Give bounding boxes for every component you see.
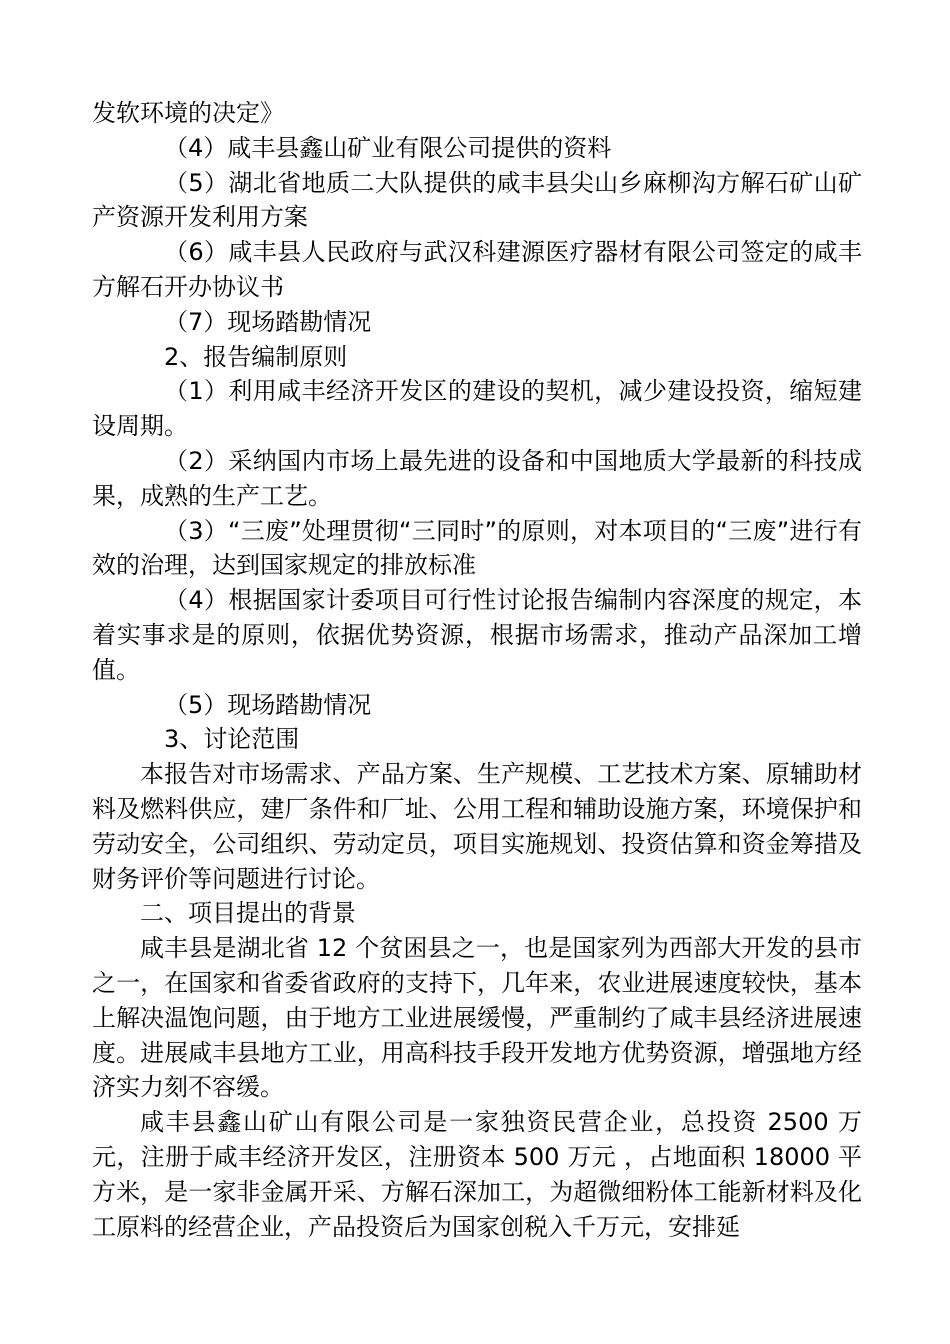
principle-item-3: （3）“三废”处理贯彻“三同时”的原则，对本项目的“三废”进行有效的治理，达到国家规定的排放标准 — [92, 516, 862, 580]
reference-item-5: （5）湖北省地质二大队提供的咸丰县尖山乡麻柳沟方解石矿山矿产资源开发利用方案 — [92, 168, 862, 232]
reference-item-4: （4）咸丰县鑫山矿业有限公司提供的资料 — [164, 133, 612, 162]
document-page — [92, 96, 862, 1244]
section-heading-principles: 2、报告编制原则 — [164, 342, 348, 371]
reference-item-7: （7）现场踏勘情况 — [164, 307, 372, 336]
principle-item-1: （1）利用咸丰经济开发区的建设的契机，减少建设投资，缩短建设周期。 — [92, 377, 862, 441]
principle-item-4: （4）根据国家计委项目可行性讨论报告编制内容深度的规定，本着实事求是的原则，依据优势资源，根据市场需求，推动产品深加工增值。 — [92, 586, 862, 684]
reference-item-6: （6）咸丰县人民政府与武汉科建源医疗器材有限公司签定的咸丰方解石开办协议书 — [92, 238, 862, 301]
paragraph-continuation: 发软环境的决定》 — [92, 99, 284, 127]
company-paragraph: 咸丰县鑫山矿山有限公司是一家独资民营企业，总投资 2500 万元，注册于咸丰经济开发区，注册资本 500 万元 ，占地面积 18000 平方米，是一家非金属开采、方解石深加工，为超微细粉体工能新材料及化工原料的经营企业，产品投资后为国家创税入千万元，安排延 — [92, 1108, 862, 1241]
principle-item-2: （2）采纳国内市场上最先进的设备和中国地质大学最新的科技成果，成熟的生产工艺。 — [92, 446, 862, 510]
section-heading-background: 二、项目提出的背景 — [140, 899, 356, 928]
principle-item-5: （5）现场踏勘情况 — [164, 690, 372, 719]
scope-paragraph: 本报告对市场需求、产品方案、生产规模、工艺技术方案、原辅助材料及燃料供应，建厂条件和厂址、公用工程和辅助设施方案，环境保护和劳动安全，公司组织、劳动定员，项目实施规划、投资估算和资金筹措及财务评价等问题进行讨论。 — [92, 760, 862, 893]
background-paragraph: 咸丰县是湖北省 12 个贫困县之一，也是国家列为西部大开发的县市之一，在国家和省委省政府的支持下，几年来，农业进展速度较快，基本上解决温饱问题，由于地方工业进展缓慢，严重制约了咸丰县经济进展速度。进展咸丰县地方工业，用高科技手段开发地方优势资源，增强地方经济实力刻不容缓。 — [92, 934, 862, 1102]
section-heading-scope: 3、讨论范围 — [164, 725, 300, 754]
